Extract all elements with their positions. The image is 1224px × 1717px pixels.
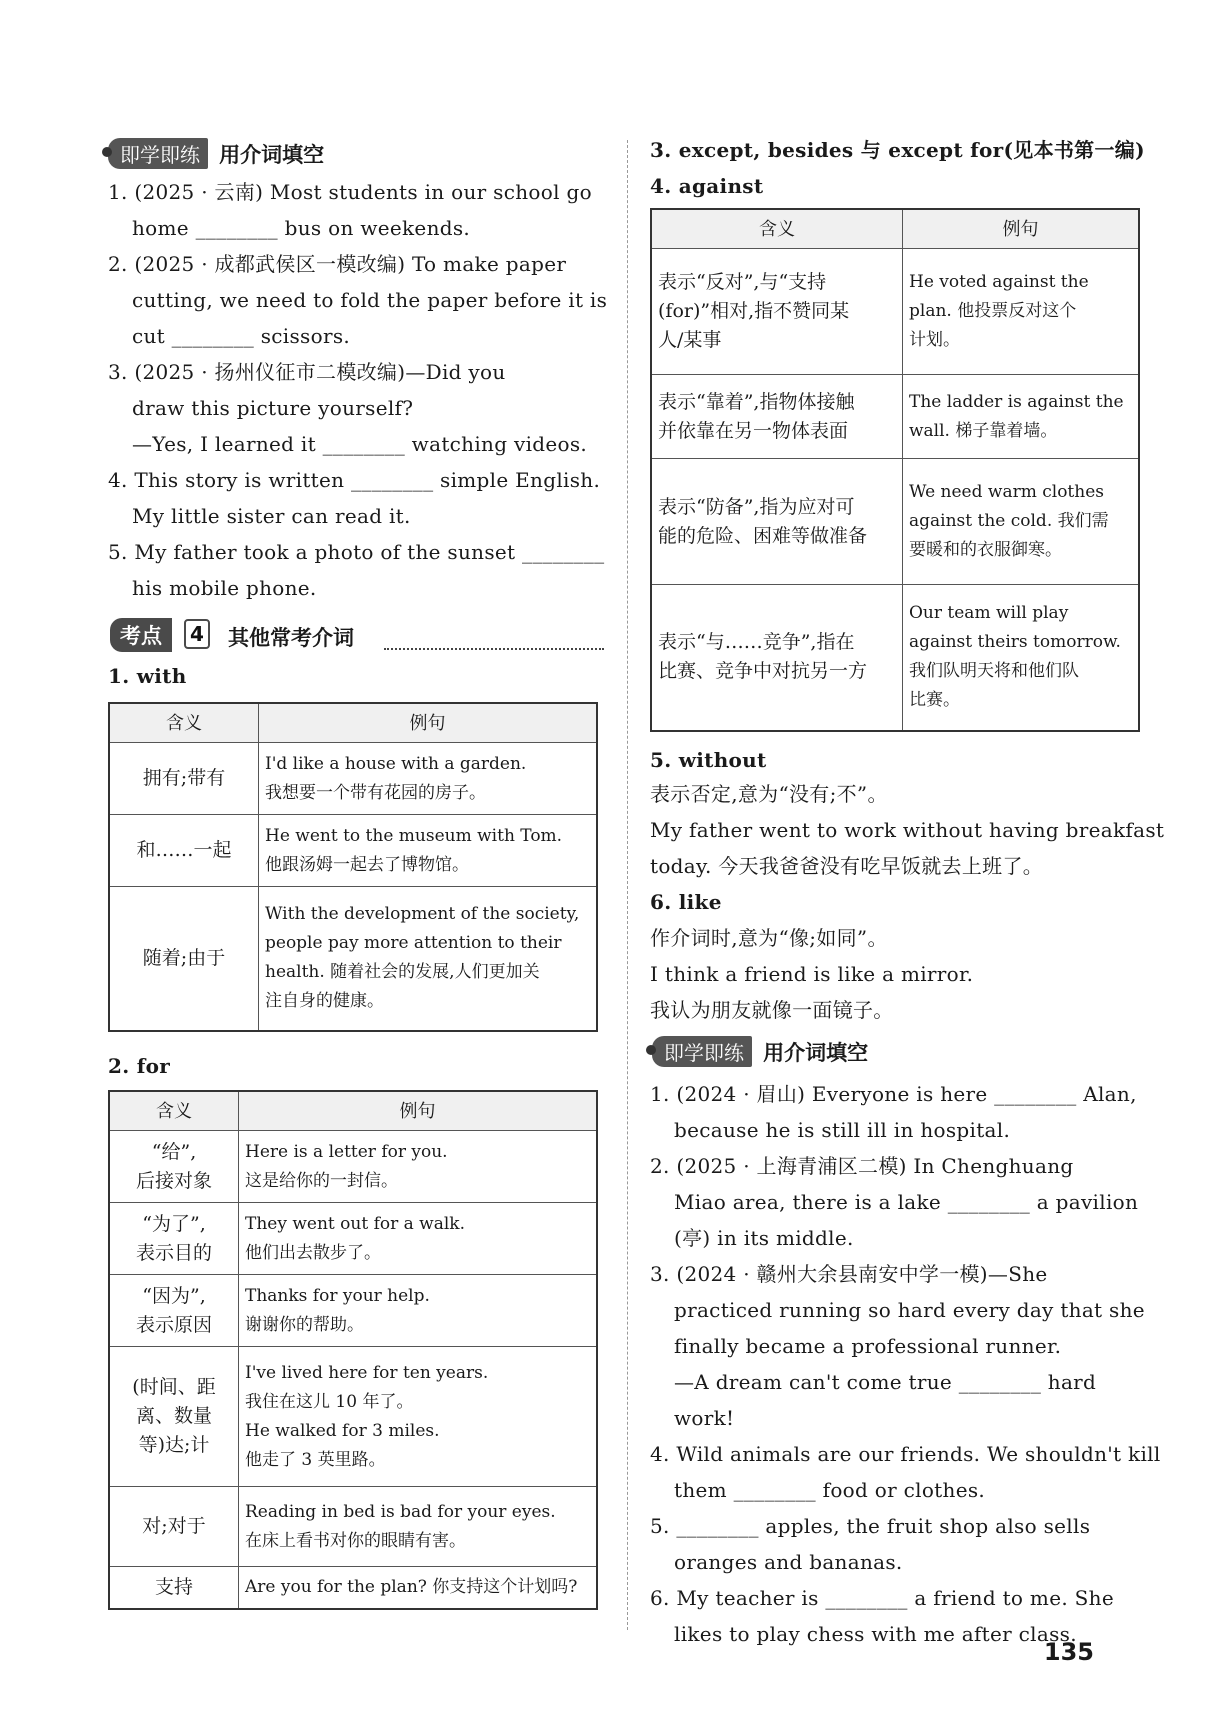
meaning-line: 人/某事 — [658, 329, 722, 351]
example-cell — [903, 585, 1140, 731]
text-line: I think a friend is like a mirror. — [650, 962, 974, 986]
example-cell — [239, 1347, 598, 1487]
meaning-line: 表示“与……竞争”,指在 — [658, 631, 855, 654]
exercise-line: 3. (2024 · 赣州大余县南安中学一模)—She — [650, 1262, 1048, 1286]
practice-badge — [652, 1036, 752, 1067]
against-table — [650, 208, 1140, 732]
table-header-row — [109, 703, 597, 743]
table-row — [651, 249, 1139, 375]
item-heading: 5. without — [650, 748, 767, 772]
meaning-cell — [651, 375, 903, 459]
exercise-line: draw this picture yourself? — [132, 396, 414, 420]
meaning-line: “因为”, — [142, 1284, 206, 1307]
exercise-line: —Yes, I learned it ________ watching videos. — [132, 432, 588, 456]
meaning-cell: 对;对于 — [109, 1487, 239, 1567]
table-row — [109, 815, 597, 887]
example-zh: 他跟汤姆一起去了博物馆。 — [265, 854, 469, 875]
meaning-line: 表示“防备”,指为应对可 — [658, 495, 855, 518]
table-header-meaning: 含义 — [109, 703, 259, 743]
example-en: I've lived here for ten years. — [245, 1362, 489, 1383]
example-en: people pay more attention to their — [265, 933, 562, 954]
item-heading: 6. like — [650, 890, 722, 914]
bullet-icon — [102, 147, 112, 157]
meaning-cell — [651, 459, 903, 585]
meaning-cell — [109, 1347, 239, 1487]
exercise-line: cut ________ scissors. — [132, 324, 351, 348]
kaodian-number: 4 — [184, 619, 210, 649]
meaning-cell — [651, 585, 903, 731]
meaning-line: 表示原因 — [135, 1313, 212, 1336]
example-en: I'd like a house with a garden. — [265, 753, 527, 774]
example-zh: 比赛。 — [909, 690, 960, 711]
example-en: The ladder is against the — [909, 391, 1124, 412]
kaodian-dotted-line — [384, 648, 604, 650]
exercise-line: —A dream can't come true ________ hard — [674, 1370, 1097, 1394]
exercise-line: 2. (2025 · 上海青浦区二模) In Chenghuang — [650, 1154, 1074, 1178]
practice-title: 用介词填空 — [219, 143, 325, 167]
exercise-line: 4. This story is written ________ simple English. — [108, 468, 601, 492]
text-line: today. 今天我爸爸没有吃早饭就去上班了。 — [650, 854, 1044, 878]
exercise-line: 5. ________ apples, the fruit shop also sells — [650, 1514, 1091, 1538]
exercise-line: 6. My teacher is ________ a friend to me. She — [650, 1586, 1114, 1610]
meaning-line: 离、数量 — [135, 1405, 212, 1427]
exercise-line: 2. (2025 · 成都武侯区一模改编) To make paper — [108, 252, 567, 276]
meaning-line: 等)达;计 — [138, 1434, 210, 1456]
exercise-line: home ________ bus on weekends. — [132, 216, 471, 240]
badge-text: 即学即练 — [664, 1041, 744, 1065]
table-header-meaning: 含义 — [651, 209, 903, 249]
exercise-line: 4. Wild animals are our friends. We shouldn't kill — [650, 1442, 1161, 1466]
table-row — [651, 459, 1139, 585]
example-zh: 我想要一个带有花园的房子。 — [265, 782, 486, 803]
badge-text: 即学即练 — [120, 143, 200, 167]
example-zh: 要暖和的衣服御寒。 — [909, 540, 1062, 560]
exercise-line: oranges and bananas. — [674, 1550, 903, 1574]
example-cell — [239, 1203, 598, 1275]
table-row — [109, 1203, 597, 1275]
example-cell — [259, 743, 598, 815]
table-row — [109, 1131, 597, 1203]
table-header-row — [651, 209, 1139, 249]
example-mixed: wall. 梯子靠着墙。 — [909, 420, 1058, 441]
example-cell — [239, 1131, 598, 1203]
example-cell: Are you for the plan? 你支持这个计划吗? — [239, 1567, 598, 1609]
exercise-line: his mobile phone. — [132, 576, 317, 600]
exercise-line: 1. (2025 · 云南) Most students in our school go — [108, 180, 592, 204]
meaning-line: (for)”相对,指不赞同某 — [658, 300, 850, 322]
meaning-line: 并依靠在另一物体表面 — [658, 419, 849, 442]
meaning-line: (时间、距 — [132, 1376, 216, 1398]
meaning-line: 比赛、竞争中对抗另一方 — [658, 660, 868, 683]
meaning-cell: 支持 — [109, 1567, 239, 1609]
meaning-line: 表示目的 — [135, 1241, 212, 1264]
example-zh: 谢谢你的帮助。 — [245, 1314, 364, 1335]
meaning-cell — [651, 249, 903, 375]
exercise-line: cutting, we need to fold the paper before it is — [132, 288, 608, 312]
meaning-cell — [109, 1203, 239, 1275]
practice-title: 用介词填空 — [763, 1041, 869, 1065]
meaning-cell — [109, 1131, 239, 1203]
example-en: Here is a letter for you. — [245, 1141, 448, 1162]
text-line: 作介词时,意为“像;如同”。 — [650, 926, 888, 950]
exercise-line: likes to play chess with me after class. — [674, 1622, 1077, 1646]
exercise-line: work! — [674, 1406, 735, 1430]
meaning-cell — [109, 1275, 239, 1347]
example-cell — [903, 375, 1140, 459]
example-en: We need warm clothes — [909, 482, 1105, 502]
practice-header-right — [652, 1036, 868, 1067]
example-en: With the development of the society, — [265, 904, 580, 925]
table-row — [109, 743, 597, 815]
table-row — [651, 585, 1139, 731]
column-divider — [627, 140, 628, 1630]
for-table — [108, 1090, 598, 1610]
exercise-line: My little sister can read it. — [132, 504, 411, 528]
meaning-line: “给”, — [151, 1140, 197, 1163]
example-zh: 计划。 — [909, 330, 960, 350]
meaning-line: 后接对象 — [135, 1169, 212, 1192]
exercise-line: because he is still ill in hospital. — [674, 1118, 1011, 1142]
example-zh: 我们队明天将和他们队 — [909, 661, 1079, 682]
example-cell — [259, 815, 598, 887]
example-zh: 这是给你的一封信。 — [245, 1170, 398, 1191]
example-en: Reading in bed is bad for your eyes. — [245, 1501, 556, 1522]
table-row — [109, 1487, 597, 1567]
example-cell — [903, 459, 1140, 585]
example-zh: 在床上看书对你的眼睛有害。 — [245, 1530, 466, 1551]
table-row — [109, 1567, 597, 1609]
practice-badge — [108, 138, 208, 169]
example-cell — [239, 1487, 598, 1567]
table-row — [109, 887, 597, 1031]
example-en: Thanks for your help. — [245, 1285, 430, 1306]
meaning-line: 表示“反对”,与“支持 — [658, 271, 827, 293]
example-zh: 我住在这儿 10 年了。 — [245, 1391, 414, 1412]
example-mixed: health. 随着社会的发展,人们更加关 — [265, 962, 540, 983]
meaning-cell: 和……一起 — [109, 815, 259, 887]
example-en: against theirs tomorrow. — [909, 632, 1121, 653]
example-en: Our team will play — [909, 603, 1069, 624]
table-row — [109, 1347, 597, 1487]
table-header-example: 例句 — [903, 209, 1140, 249]
example-zh: 注自身的健康。 — [265, 991, 384, 1012]
example-cell — [903, 249, 1140, 375]
meaning-line: 能的危险、困难等做准备 — [658, 524, 868, 547]
example-cell — [239, 1275, 598, 1347]
with-table — [108, 702, 598, 1032]
page-number: 135 — [1043, 1638, 1094, 1666]
kaodian-title: 其他常考介词 — [228, 626, 354, 650]
text-line: My father went to work without having breakfast — [650, 818, 1165, 842]
with-heading: 1. with — [108, 664, 187, 688]
meaning-cell: 随着;由于 — [109, 887, 259, 1031]
meaning-line: “为了”, — [142, 1212, 206, 1235]
exercise-line: 5. My father took a photo of the sunset ________ — [108, 540, 605, 564]
example-en: He walked for 3 miles. — [245, 1420, 440, 1441]
table-header-row — [109, 1091, 597, 1131]
item-heading: 3. except, besides 与 except for(见本书第一编) — [650, 138, 1145, 162]
example-mixed: plan. 他投票反对这个 — [909, 301, 1077, 321]
exercise-line: Miao area, there is a lake ________ a pavilion — [674, 1190, 1139, 1214]
bullet-icon — [646, 1045, 656, 1055]
text-line: 我认为朋友就像一面镜子。 — [650, 998, 894, 1022]
exercise-line: them ________ food or clothes. — [674, 1478, 986, 1502]
table-row — [651, 375, 1139, 459]
example-en: He went to the museum with Tom. — [265, 825, 563, 846]
meaning-cell: 拥有;带有 — [109, 743, 259, 815]
for-heading: 2. for — [108, 1054, 171, 1078]
table-header-example: 例句 — [239, 1091, 598, 1131]
example-en: They went out for a walk. — [245, 1213, 465, 1234]
example-en: He voted against the — [909, 272, 1089, 292]
example-mixed: against the cold. 我们需 — [909, 511, 1109, 531]
text-line: 表示否定,意为“没有;不”。 — [650, 782, 888, 806]
meaning-line: 表示“靠着”,指物体接触 — [658, 390, 855, 413]
table-header-meaning: 含义 — [109, 1091, 239, 1131]
practice-header-left — [108, 138, 324, 169]
exercise-line: 1. (2024 · 眉山) Everyone is here ________ Alan, — [650, 1082, 1137, 1106]
exercise-line: 3. (2025 · 扬州仪征市二模改编)—Did you — [108, 360, 506, 384]
table-row — [109, 1275, 597, 1347]
exercise-line: (亭) in its middle. — [674, 1226, 854, 1250]
example-zh: 他走了 3 英里路。 — [245, 1449, 386, 1470]
exercise-line: practiced running so hard every day that she — [674, 1298, 1145, 1322]
example-cell — [259, 887, 598, 1031]
kaodian-label: 考点 — [110, 618, 172, 652]
exercise-line: finally became a professional runner. — [674, 1334, 1062, 1358]
table-header-example: 例句 — [259, 703, 598, 743]
item-heading: 4. against — [650, 174, 764, 198]
example-zh: 他们出去散步了。 — [245, 1242, 381, 1263]
